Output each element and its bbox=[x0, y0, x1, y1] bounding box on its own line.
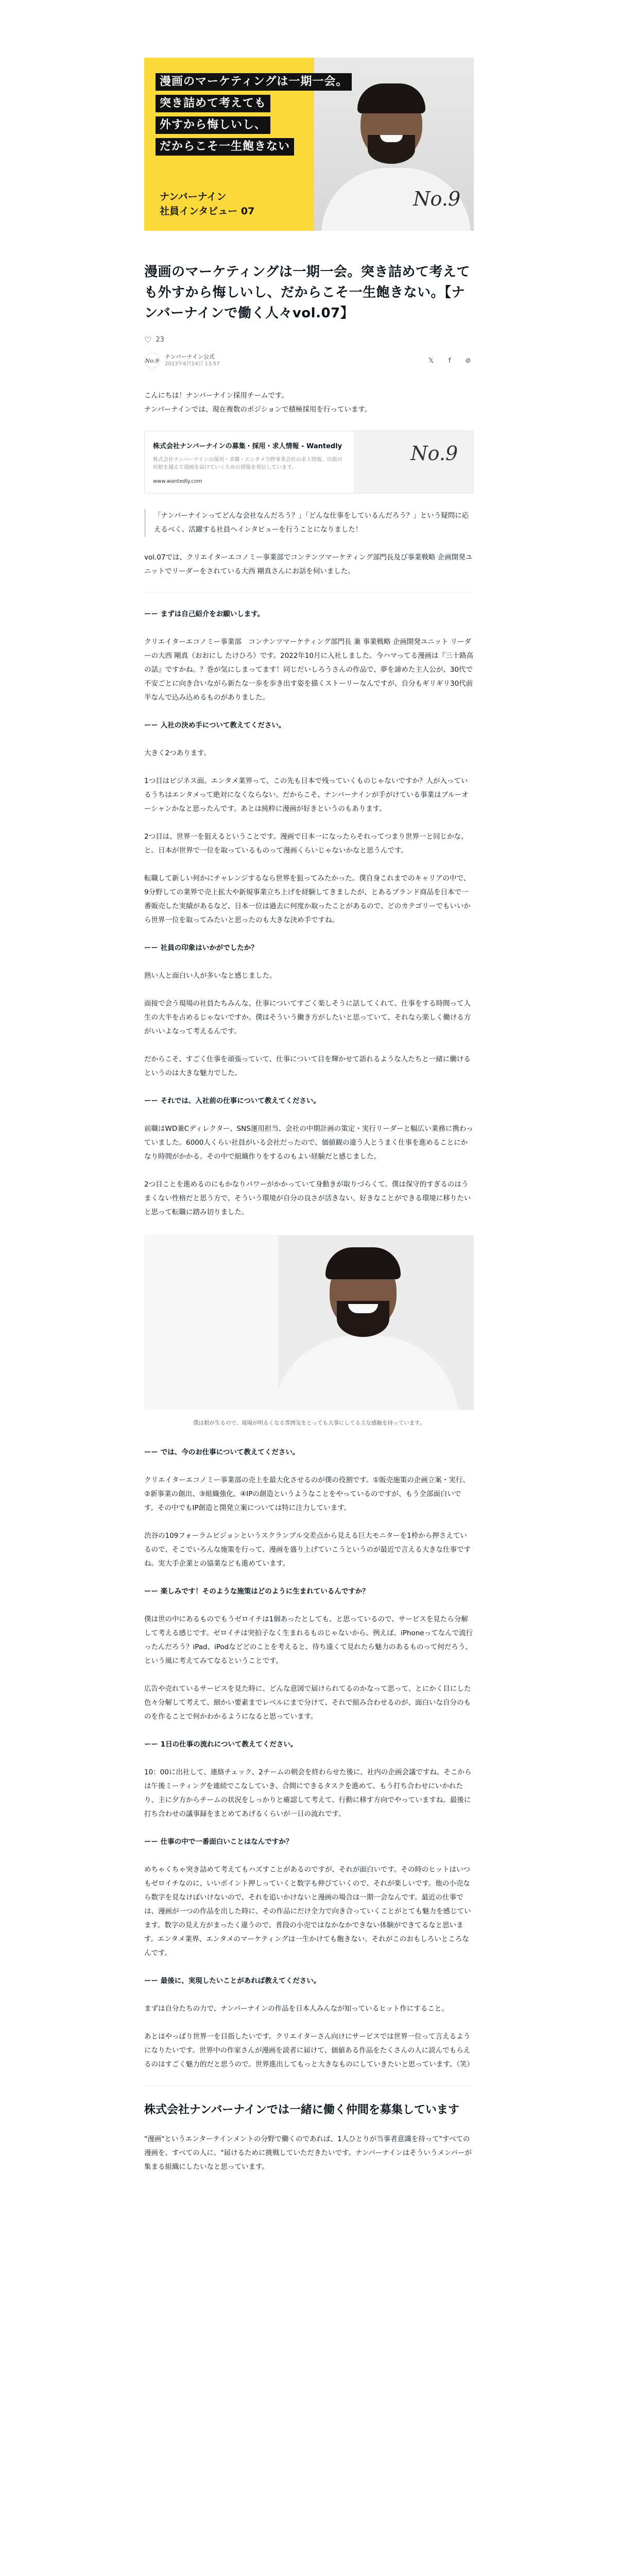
paragraph: 渋谷の109フォーラムビジョンというスクランブル交差点から見える巨大モニターを1枠から押さえているので、そこでいろんな施策を行って、漫画を盛り上げていこうというのが最近で言える大きな仕事ですね。実大手企業との協業なども進めています。 bbox=[144, 1532, 471, 1568]
hero-company: ナンバーナイン bbox=[160, 191, 227, 202]
blockquote: 「ナンバーナインってどんな会社なんだろう？」「どんな仕事をしているんだろう？」という疑問に応えるべく、活躍する社員へインタビューを行うことになりました！ bbox=[144, 509, 474, 537]
paragraph: 2つ目は、世界一を狙えるということです。漫画で日本一になったらそれってつまり世界一と同じかな、と。日本が世界で一位を取っているものって漫画くらいじゃないかなと思うんです。 bbox=[144, 833, 468, 855]
wantedly-link-card[interactable] bbox=[144, 431, 474, 494]
hero-line: だからこそ一生飽きない bbox=[156, 138, 294, 156]
avatar: No.9 bbox=[144, 353, 160, 368]
paragraph: "漫画"というエンターテインメントの分野で働くのであれば、1人ひとりが当事者意識を持って"すべての漫画を、すべての人に。"届けるために挑戦していただきたいです。ナンバーナインはそういうメンバーが集まる組織にしたいなと思っています。 bbox=[144, 2135, 472, 2171]
question-heading: ーー まずは自己紹介をお願いします。 bbox=[144, 610, 265, 618]
article-body bbox=[144, 389, 474, 2174]
link-card-title: 株式会社ナンバーナインの募集・採用・求人情報 - Wantedly bbox=[153, 443, 342, 450]
link-copy-icon[interactable]: ⊘ bbox=[465, 357, 471, 365]
paragraph: 広告や売れているサービスを見た時に、どんな意図で届けられてるのかなって思って、とにかく目にした色々分解して考えて、細かい要素までレベルにまで分けて、それで組み合わせるのが、面白いな自分のものを作ることで何かわかるようになると思っています。 bbox=[144, 1685, 471, 1721]
question-heading: ーー 1日の仕事の流れについて教えてください。 bbox=[144, 1740, 298, 1749]
question-heading: ーー 入社の決め手について教えてください。 bbox=[144, 721, 286, 730]
hero-series: 社員インタビュー 07 bbox=[160, 206, 255, 217]
paragraph: 転職して新しい何かにチャレンジするなら世界を狙ってみたかった。僕自身これまでのキャリアの中で、9分野しての業界で売上拡大や新規事業立ち上げを経験してきましたが、とあるブランド商品を日本で一番販売した実績があるなど、日本一位は過去に何度か取ったことがあるので、どのカテゴリーでもいいから世界一位を取ってみたいと思ったのも大きな決め手ですね。 bbox=[144, 874, 471, 924]
question-heading: ーー では、今のお仕事について教えてください。 bbox=[144, 1448, 300, 1456]
question-heading: ーー 楽しみです！そのような施策はどのように生まれているんですか？ bbox=[144, 1587, 369, 1596]
share-buttons bbox=[425, 355, 474, 366]
hero-line: 外すから悔しいし、 bbox=[156, 116, 270, 134]
paragraph: vol.07では、クリエイターエコノミー事業部でコンテンツマーケティング部門長及び事業戦略 企画開発ユニットでリーダーをされている大西 剛真さんにお話を伺いました。 bbox=[144, 553, 473, 575]
paragraph: 僕は世の中にあるものでもうゼロイチは1個あったとしても、と思っているので、サービスを見たら分解して考える感じです。ゼロイチは突拍子なく生まれるものじゃないから。例えば、iPhoneってなんで流行ったんだろう？iPad、iPodなどどのことを考えると、待ち遠くて見れたら魅力のあるものって何だろう、という風に考えてみてなるということです。 bbox=[144, 1615, 473, 1665]
paragraph: だからこそ、すごく仕事を頑張っていて、仕事について目を輝かせて語れるような人たちと一緒に働けるというのは大きな魅力でした。 bbox=[144, 1055, 471, 1077]
question-heading: ーー それでは、入社前の仕事について教えてください。 bbox=[144, 1097, 320, 1105]
paragraph: めちゃくちゃ突き詰めて考えてもハズすことがあるのですが、それが面白いです。その時のヒットはいつもゼロイチなのに、いいポイント押しっていくと数字も伸びていくので、それが楽しいです。他の小売なら数字を見なけばいけないので、それを追いかけないと漫画の場合は一期一会なんです。最近の仕事では、漫画が一つの作品を出した時に、その作品にだけ全力で向き合っていくことがとても魅力を感じています。数字の見え方がまったく違うので、普段の小売ではなかなかできない体験ができてるなと思います。エンタメ業界、エンタメのマーケティングは一生かけても飽きない。それがこのおもしろいところなんです。 bbox=[144, 1866, 471, 1957]
link-card-thumbnail bbox=[354, 431, 473, 493]
x-share-icon[interactable]: 𝕏 bbox=[428, 357, 434, 365]
like-button[interactable] bbox=[144, 335, 164, 345]
paragraph: 1つ目はビジネス面。エンタメ業界って、この先も日本で残っていくものじゃないですか？人が入っているうちはエンタメって絶対になくならない。だからこそ、ナンバーナインが手がけている事業はブルーオーシャンかなと思ったんです。あとは純粋に漫画が好きというのもあります。 bbox=[144, 777, 469, 813]
facebook-share-icon[interactable]: f bbox=[448, 357, 451, 365]
hero-image bbox=[144, 58, 474, 231]
intro-text: こんにちは！ナンバーナイン採用チームです。 bbox=[144, 392, 288, 400]
paragraph: クリエイターエコノミー事業部 コンテンツマーケティング部門長 兼 事業戦略 企画開発ユニット リーダーの大西 剛真（おおにし たけひろ）です。2022年10月に入社しました。今ハマってる漫画は『三十路高の話』ですかね。？巻が気にしまってます！同じだいしろうさんの作品で、夢を諦めた主人公が、30代で不安ごとに向き合いながら新たな一歩を歩き出す姿を描くストーリーなんですが、自分もギリギリ30代前半なんで込み込めるものがありました。 bbox=[144, 638, 473, 702]
photo-caption: 僕は根が生るので、現場が明るくなる雰囲気をとっても大事にしてる主な感触を持っています。 bbox=[193, 1420, 425, 1426]
heart-icon: ♡ bbox=[144, 335, 152, 345]
paragraph: まずは自分たちの力で、ナンバーナインの作品を日本人みんなが知っているヒット作にすること。 bbox=[144, 2005, 449, 2013]
hero-logo: No.9 bbox=[413, 188, 460, 210]
paragraph: 前職はWD兼Cディレクター、SNS運用担当、会社の中期計画の策定・実行リーダーと幅広い業務に携わっていました。6000人くらい社員がいる会社だったので、価値観の違う人とうまく仕事を進めることにかなり時間がかかる。その中で組織作りをするのもよい経験だと感じました。 bbox=[144, 1125, 473, 1161]
company-logo: No.9 bbox=[410, 442, 458, 465]
paragraph: 大きく2つあります。 bbox=[144, 749, 211, 757]
article-title: 漫画のマーケティングは一期一会。突き詰めて考えても外すから悔しいし、だからこそ一生飽きない。【ナンバーナインで働く人々vol.07】 bbox=[144, 264, 470, 321]
hero-line: 突き詰めて考えても bbox=[156, 95, 270, 112]
hero-subtitle bbox=[160, 190, 254, 218]
recruit-heading: 株式会社ナンバーナインでは一緒に働く仲間を募集しています bbox=[144, 2104, 459, 2116]
hero-headline bbox=[156, 73, 352, 160]
divider bbox=[144, 592, 474, 593]
author-name: ナンバーナイン公式 bbox=[165, 353, 215, 360]
question-heading: ーー 最後に、実現したいことがあれば教えてください。 bbox=[144, 1977, 321, 1985]
author-info[interactable] bbox=[144, 353, 220, 368]
question-heading: ーー 仕事の中で一番面白いことはなんですか？ bbox=[144, 1838, 293, 1846]
hero-line: 漫画のマーケティングは一期一会。 bbox=[156, 73, 352, 91]
interview-photo bbox=[144, 1235, 474, 1410]
like-count: 23 bbox=[156, 336, 164, 344]
paragraph: 10：00に出社して、連絡チェック、2チームの朝会を終わらせた後に、社内の企画会議ですね。そこからは午後ミーティングを連続でこなしていき、合間にできるタスクを進めて、もう打ち合わせにいかれたり、主に夕方からチームの状況をしっかりと確認して考えて、行動に移す方向でやっていますね。最後に打ち合わせの議事録をまとめてあげるくらいが一日の流れです。 bbox=[144, 1768, 472, 1818]
article bbox=[144, 0, 474, 2174]
paragraph: 熱い人と面白い人が多いなと感じました。 bbox=[144, 972, 277, 980]
publish-date: 2023年6月14日 13:57 bbox=[165, 361, 220, 367]
intro-text: ナンバーナインでは、現在複数のポジションで積極採用を行っています。 bbox=[144, 405, 372, 414]
paragraph: 2つ目ことを進めるのにもかなりパワーがかかっていて身動きが取りづらくて。僕は保守的すぎるのはうまくない性格だと思う方で、そういう環境が自分の良さが活きない、好きなことができる環境に移りたいと思って転職に踏み切りました。 bbox=[144, 1180, 471, 1216]
paragraph: あとはやっぱり世界一を目指したいです。クリエイターさん向けにサービスでは世界一位って言えるようになりたいです。世界中の作家さんが漫画を読者に届けて、価値ある作品をたくさんの人に読んでもらえるのはすごく魅力的だと思うので。世界進出してもっと大きなものにしていきたいと思っています。（笑） bbox=[144, 2032, 474, 2069]
question-heading: ーー 社員の印象はいかがでしたか？ bbox=[144, 944, 258, 952]
link-card-url: www.wantedly.com bbox=[153, 479, 202, 484]
paragraph: 面接で会う現場の社員たちみんな、仕事についてすごく楽しそうに話してくれて。仕事をする時間って人生の大半を占めるじゃないですか。僕はそういう働き方がしたいと思っていて、それなら楽しく働ける方がいいよなって考えるんです。 bbox=[144, 999, 471, 1036]
paragraph: クリエイターエコノミー事業部の売上を最大化させるのが僕の役割です。①販売施策の企画立案・実行、②新事業の創出、③組織強化、④IPの創造というようなことをやっているのですが、もう全部面白いです。その中でもIP創造と開発立案については特に注力しています。 bbox=[144, 1476, 470, 1512]
link-card-description: 株式会社ナンバーナインの採用・求職・エンタメ分野事業会社の求人情報。出版の垣根を越えて漫画を届けていくための情報を発信しています。 bbox=[153, 457, 342, 470]
